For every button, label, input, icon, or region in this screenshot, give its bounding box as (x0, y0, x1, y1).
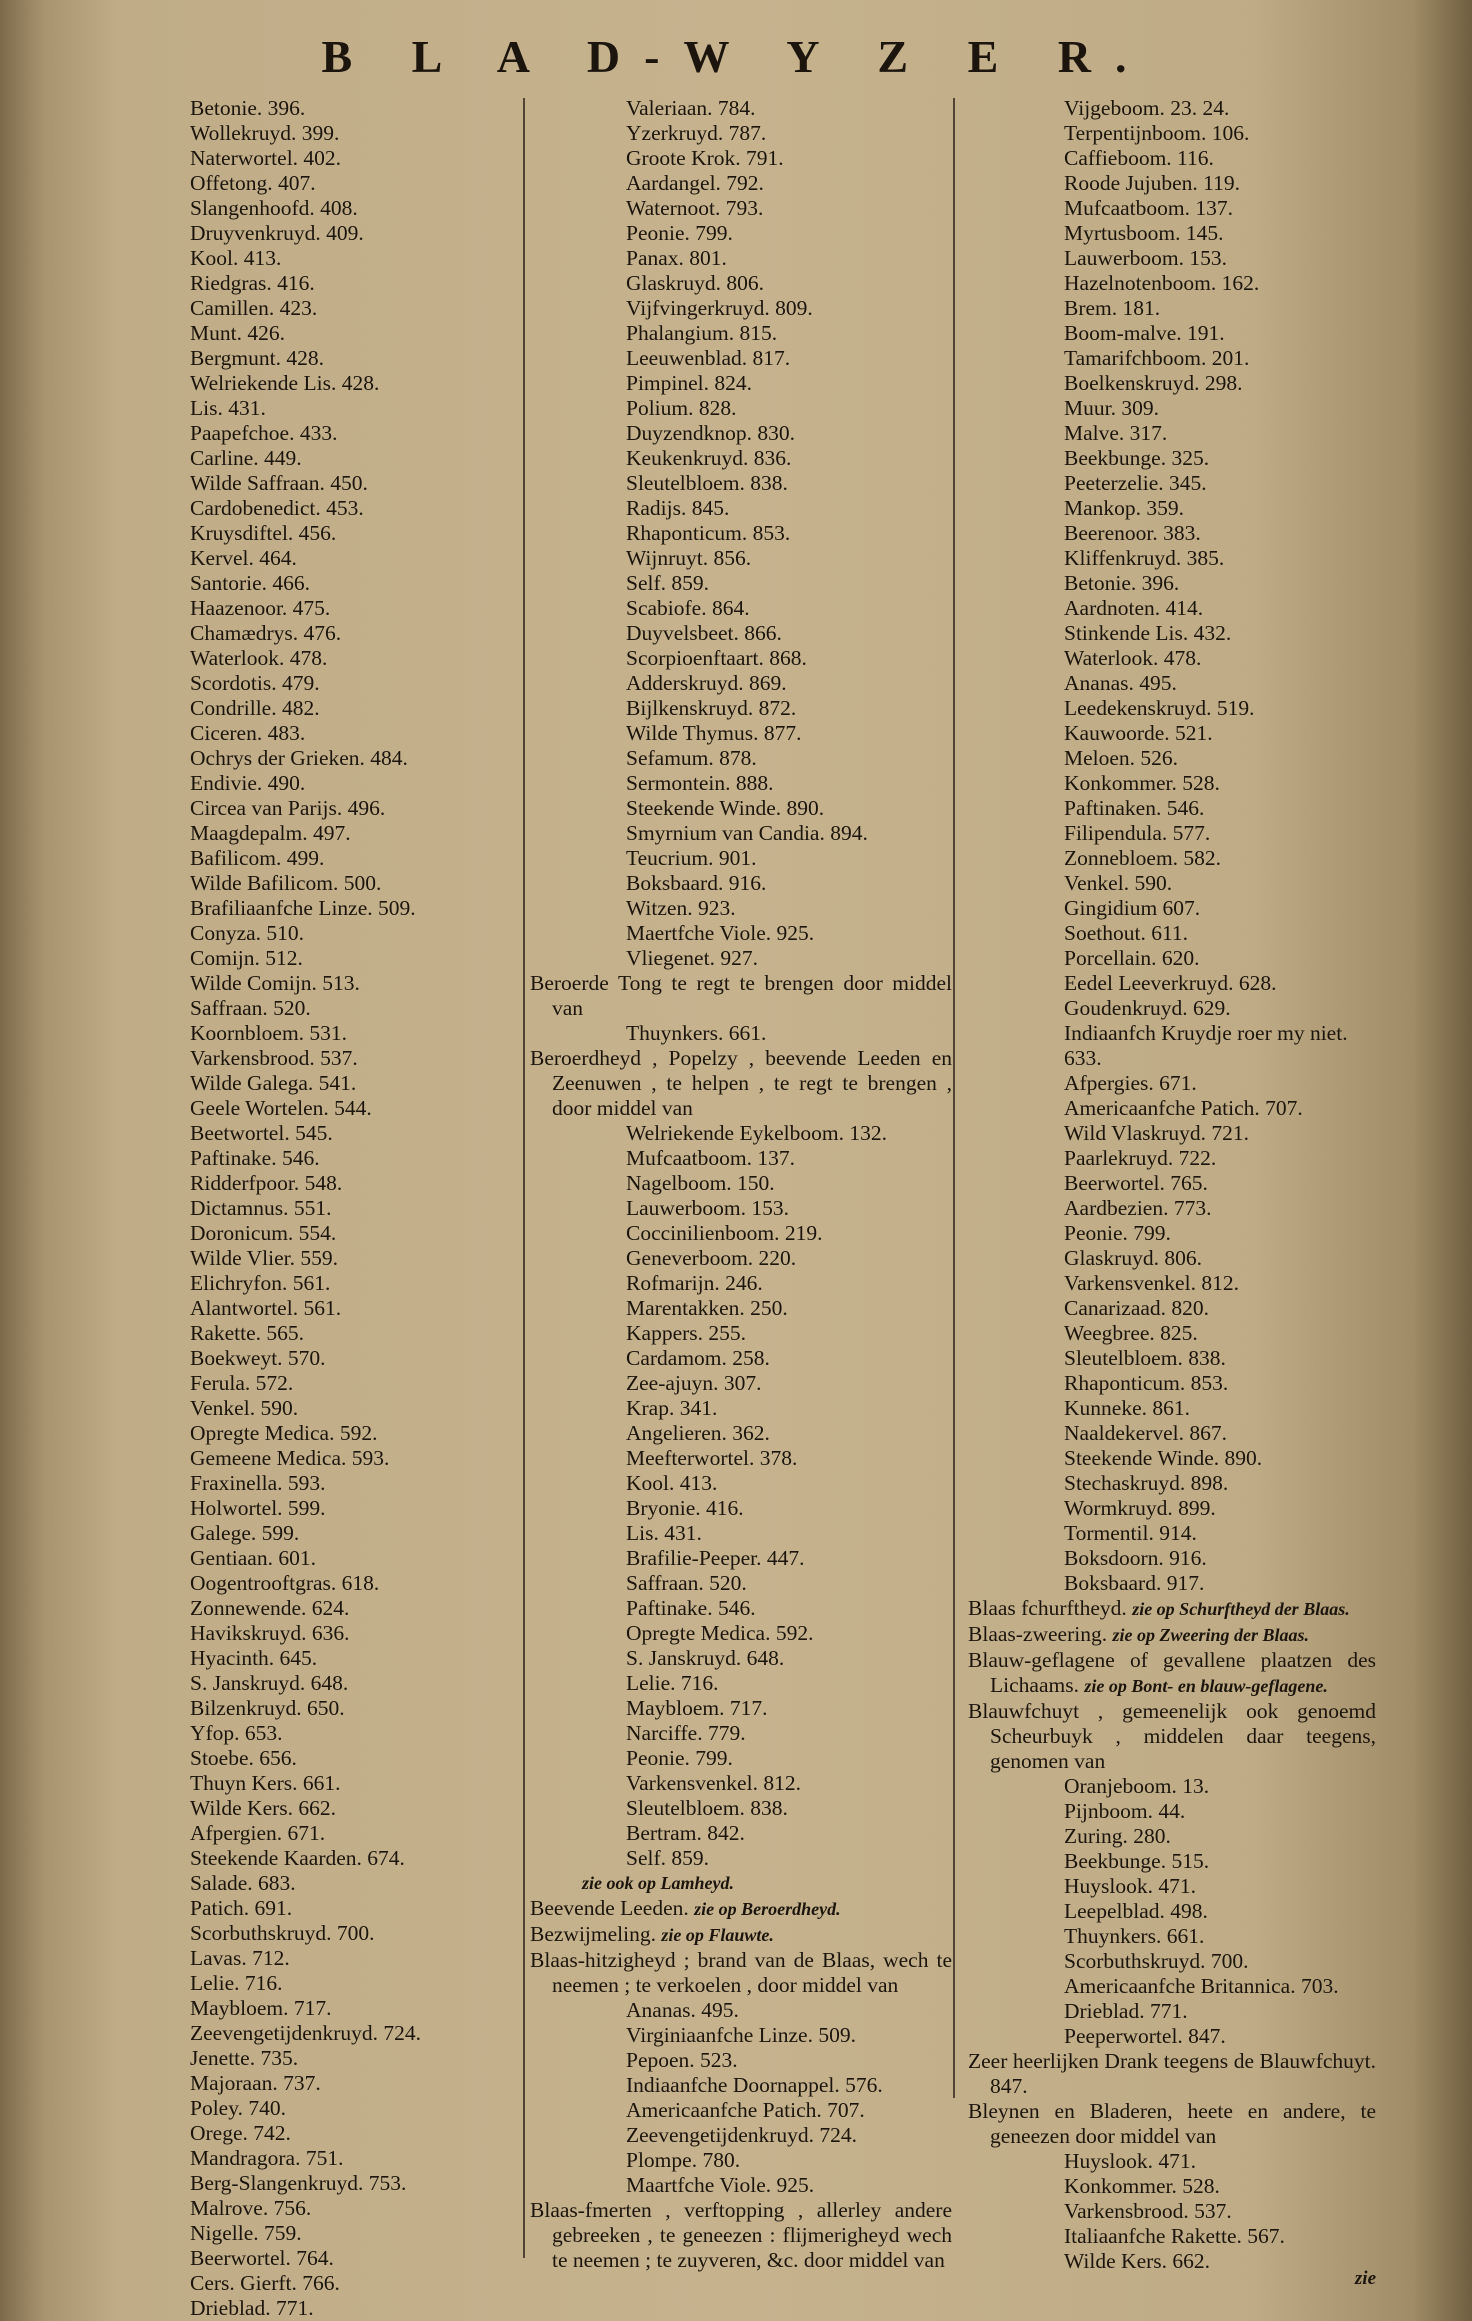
index-subentry: Vijgeboom. 23. 24. (1064, 96, 1230, 120)
index-subentry: Wilde Kers. 662. (1064, 2249, 1211, 2273)
index-subentry: Canarizaad. 820. (1064, 1296, 1210, 1320)
index-subentry: Lis. 431. (626, 1521, 702, 1545)
index-entry: Kervel. 464. (190, 546, 297, 570)
index-entry: Zeevengetijdenkruyd. 724. (190, 2021, 422, 2045)
index-subentry: Rhaponticum. 853. (626, 521, 791, 545)
index-subentry: Mufcaatboom. 137. (1064, 196, 1233, 220)
index-entry: Havikskruyd. 636. (190, 1621, 350, 1645)
index-entry: Waterlook. 478. (190, 646, 328, 670)
index-subentry: Kliffenkruyd. 385. (1064, 546, 1225, 570)
index-entry: Comijn. 512. (190, 946, 303, 970)
index-subentry: Sermontein. 888. (626, 771, 774, 795)
index-subentry: Thuynkers. 661. (626, 1021, 767, 1045)
index-entry: Offetong. 407. (190, 171, 316, 195)
index-subentry: Boksbaard. 917. (1064, 1571, 1205, 1595)
index-subentry: Smyrnium van Candia. 894. (626, 821, 868, 845)
index-entry: Wilde Vlier. 559. (190, 1246, 339, 1270)
index-subentry: Cardamom. 258. (626, 1346, 770, 1370)
index-subentry: Beekbunge. 515. (1064, 1849, 1210, 1873)
index-subentry: Angelieren. 362. (626, 1421, 770, 1445)
index-entry: Munt. 426. (190, 321, 285, 345)
index-subentry: Glaskruyd. 806. (626, 271, 764, 295)
index-entry: Malrove. 756. (190, 2196, 312, 2220)
index-subentry: Eedel Leeverkruyd. 628. (1064, 971, 1277, 995)
catchword: zie (1354, 2268, 1376, 2289)
index-subentry: Lauwerboom. 153. (1064, 246, 1228, 270)
index-entry: Betonie. 396. (190, 96, 306, 120)
index-entry: Lavas. 712. (190, 1946, 290, 1970)
index-entry: Wilde Comijn. 513. (190, 971, 360, 995)
index-heading: Blaas-hitzigheyd ; brand van de Blaas, wech te neemen ; te verkoelen , door middel van (530, 1948, 952, 1997)
index-entry: Patich. 691. (190, 1896, 293, 1920)
index-subentry: Bryonie. 416. (626, 1496, 744, 1520)
index-entry: Scordotis. 479. (190, 671, 320, 695)
index-column-1 (190, 96, 520, 2321)
index-entry: Kruysdiftel. 456. (190, 521, 337, 545)
index-subentry: Meloen. 526. (1064, 746, 1179, 770)
index-entry: Nigelle. 759. (190, 2221, 302, 2245)
page-title: B L A D-W Y Z E R. (321, 31, 1151, 82)
index-entry: Bergmunt. 428. (190, 346, 324, 370)
index-entry: Lelie. 716. (190, 1971, 283, 1995)
index-note: Zeer heerlijken Drank teegens de Blauwfchuyt. 847. (968, 2049, 1376, 2098)
index-entry: Varkensbrood. 537. (190, 1046, 358, 1070)
index-entry: Welriekende Lis. 428. (190, 371, 380, 395)
index-subentry: Rhaponticum. 853. (1064, 1371, 1229, 1395)
index-subentry: Leedekenskruyd. 519. (1064, 696, 1255, 720)
index-subentry: Venkel. 590. (1064, 871, 1173, 895)
index-subentry: Teucrium. 901. (626, 846, 757, 870)
index-subentry: Vliegenet. 927. (626, 946, 758, 970)
index-subentry: Glaskruyd. 806. (1064, 1246, 1202, 1270)
index-entry: Jenette. 735. (190, 2046, 299, 2070)
index-subentry: Polium. 828. (626, 396, 737, 420)
index-entry: Wilde Galega. 541. (190, 1071, 357, 1095)
index-subentry: Americaanfche Patich. 707. (626, 2098, 865, 2122)
index-entry: Elichryfon. 561. (190, 1271, 331, 1295)
index-entry: Wilde Saffraan. 450. (190, 471, 368, 495)
index-subentry: Kauwoorde. 521. (1064, 721, 1213, 745)
column-divider (953, 98, 955, 2098)
index-subentry: Peonie. 799. (626, 1746, 733, 1770)
index-entry: Rakette. 565. (190, 1321, 305, 1345)
index-subentry: Lelie. 716. (626, 1671, 719, 1695)
index-entry: Yfop. 653. (190, 1721, 283, 1745)
index-subentry: Waternoot. 793. (626, 196, 764, 220)
index-subentry: Americaanfche Patich. 707. (1064, 1096, 1303, 1120)
index-subentry: Zeevengetijdenkruyd. 724. (626, 2123, 858, 2147)
index-entry: Ochrys der Grieken. 484. (190, 746, 408, 770)
index-subentry: Kool. 413. (626, 1471, 718, 1495)
index-subentry: Indiaanfch Kruydje roer my niet. (1064, 1021, 1348, 1045)
index-subentry: Meefterwortel. 378. (626, 1446, 798, 1470)
index-entry: Brafiliaanfche Linze. 509. (190, 896, 416, 920)
index-entry: Oogentrooftgras. 618. (190, 1571, 380, 1595)
index-subentry: Betonie. 396. (1064, 571, 1180, 595)
index-subentry: Filipendula. 577. (1064, 821, 1211, 845)
index-subentry: Konkommer. 528. (1064, 771, 1220, 795)
index-subentry: Sleutelbloem. 838. (1064, 1346, 1226, 1370)
index-heading (530, 1896, 952, 1922)
index-subentry: Stinkende Lis. 432. (1064, 621, 1232, 645)
index-subentry: Rofmarijn. 246. (626, 1271, 763, 1295)
index-subentry: Narciffe. 779. (626, 1721, 746, 1745)
index-subentry: Duyvelsbeet. 866. (626, 621, 782, 645)
index-subentry: Welriekende Eykelboom. 132. (626, 1121, 887, 1145)
index-subentry: Krap. 341. (626, 1396, 718, 1420)
index-subentry: Sleutelbloem. 838. (626, 1796, 788, 1820)
index-entry: Maybloem. 717. (190, 1996, 332, 2020)
index-entry: Kool. 413. (190, 246, 282, 270)
index-subentry: Vijfvingerkruyd. 809. (626, 296, 813, 320)
index-heading (968, 1596, 1376, 1622)
index-subentry: Opregte Medica. 592. (626, 1621, 814, 1645)
index-subentry: Varkensvenkel. 812. (1064, 1271, 1239, 1295)
index-entry: Endivie. 490. (190, 771, 306, 795)
index-subentry: Brem. 181. (1064, 296, 1161, 320)
index-entry: Majoraan. 737. (190, 2071, 321, 2095)
index-subentry: Stechaskruyd. 898. (1064, 1471, 1229, 1495)
index-subentry: Zee-ajuyn. 307. (626, 1371, 762, 1395)
index-entry: Gentiaan. 601. (190, 1546, 316, 1570)
index-entry: Cers. Gierft. 766. (190, 2271, 340, 2295)
cross-reference: zie ook op Lamheyd. (582, 1873, 734, 1893)
index-entry: Paapefchoe. 433. (190, 421, 338, 445)
index-subentry: Sefamum. 878. (626, 746, 757, 770)
index-subentry: Peeterzelie. 345. (1064, 471, 1207, 495)
index-subentry: Oranjeboom. 13. (1064, 1774, 1210, 1798)
index-subentry: Mankop. 359. (1064, 496, 1185, 520)
index-heading: Blaas-fmerten , verftopping , allerley andere gebreeken , te geneezen : flijmerigheyd wech te neemen ; te zuyveren, &c. door middel van (530, 2198, 952, 2272)
index-subentry: Witzen. 923. (626, 896, 736, 920)
index-entry: Beetwortel. 545. (190, 1121, 333, 1145)
index-entry: Zonnewende. 624. (190, 1596, 350, 1620)
index-subentry: Hazelnotenboom. 162. (1064, 271, 1260, 295)
index-subentry: Caffieboom. 116. (1064, 146, 1214, 170)
index-entry: Orege. 742. (190, 2121, 291, 2145)
index-entry: Conyza. 510. (190, 921, 305, 945)
index-entry: Doronicum. 554. (190, 1221, 337, 1245)
index-subentry: Maybloem. 717. (626, 1696, 768, 1720)
index-subentry: Pimpinel. 824. (626, 371, 753, 395)
index-entry: Santorie. 466. (190, 571, 311, 595)
index-subentry: Scabiofe. 864. (626, 596, 750, 620)
index-subentry: Peeperwortel. 847. (1064, 2024, 1226, 2048)
index-subentry: Zuring. 280. (1064, 1824, 1171, 1848)
index-subentry: Kappers. 255. (626, 1321, 747, 1345)
index-subentry: Radijs. 845. (626, 496, 730, 520)
index-entry: Stoebe. 656. (190, 1746, 297, 1770)
index-subentry: Muur. 309. (1064, 396, 1159, 420)
index-entry: Fraxinella. 593. (190, 1471, 326, 1495)
index-entry: Gemeene Medica. 593. (190, 1446, 390, 1470)
index-subentry: Kunneke. 861. (1064, 1396, 1190, 1420)
index-subentry: Naaldekervel. 867. (1064, 1421, 1227, 1445)
index-subentry: Boksbaard. 916. (626, 871, 767, 895)
index-subentry: Bijlkenskruyd. 872. (626, 696, 797, 720)
index-subentry: Virginiaanfche Linze. 509. (626, 2023, 856, 2047)
index-subentry: Coccinilienboom. 219. (626, 1221, 823, 1245)
index-subentry: Huyslook. 471. (1064, 1874, 1196, 1898)
index-subentry: Tormentil. 914. (1064, 1521, 1197, 1545)
index-subentry: Maartfche Viole. 925. (626, 2173, 815, 2197)
heading-text: Blaas fchurftheyd. (968, 1596, 1127, 1620)
index-subentry: Myrtusboom. 145. (1064, 221, 1224, 245)
index-entry: Ciceren. 483. (190, 721, 306, 745)
index-subentry: Wild Vlaskruyd. 721. (1064, 1121, 1250, 1145)
index-subentry: Beerwortel. 765. (1064, 1171, 1208, 1195)
index-subentry: Sleutelbloem. 838. (626, 471, 788, 495)
index-entry: Saffraan. 520. (190, 996, 311, 1020)
index-subentry: Ananas. 495. (626, 1998, 739, 2022)
index-entry: Camillen. 423. (190, 296, 318, 320)
index-entry: Boekweyt. 570. (190, 1346, 326, 1370)
cross-reference: zie op Flauwte. (661, 1925, 774, 1945)
index-subentry: Malve. 317. (1064, 421, 1168, 445)
index-column-2 (530, 96, 952, 2273)
index-entry: Circea van Parijs. 496. (190, 796, 386, 820)
index-heading (530, 1922, 952, 1948)
index-subentry: Plompe. 780. (626, 2148, 741, 2172)
index-subentry: Bertram. 842. (626, 1821, 745, 1845)
index-subentry: Scorbuthskruyd. 700. (1064, 1949, 1249, 1973)
index-subentry: Soethout. 611. (1064, 921, 1189, 945)
index-entry: Haazenoor. 475. (190, 596, 331, 620)
index-subentry: Paftinake. 546. (626, 1596, 756, 1620)
index-subentry: Peonie. 799. (1064, 1221, 1171, 1245)
index-entry: Wilde Bafilicom. 500. (190, 871, 382, 895)
index-entry: Ferula. 572. (190, 1371, 294, 1395)
index-subentry: Boksdoorn. 916. (1064, 1546, 1207, 1570)
index-entry: Maagdepalm. 497. (190, 821, 351, 845)
index-subentry: Ananas. 495. (1064, 671, 1177, 695)
index-subentry: Aardangel. 792. (626, 171, 764, 195)
heading-text: Blaas-zweering. (968, 1622, 1108, 1646)
index-subentry: Lauwerboom. 153. (626, 1196, 790, 1220)
index-subentry: Groote Krok. 791. (626, 146, 784, 170)
index-subentry: Zonnebloem. 582. (1064, 846, 1222, 870)
index-entry: Galege. 599. (190, 1521, 300, 1545)
index-subentry: Valeriaan. 784. (626, 96, 756, 120)
index-subentry: Maertfche Viole. 925. (626, 921, 815, 945)
index-heading (968, 1648, 1376, 1699)
index-subentry: Steekende Winde. 890. (626, 796, 825, 820)
index-entry: Venkel. 590. (190, 1396, 299, 1420)
index-entry: Afpergien. 671. (190, 1821, 326, 1845)
index-entry: Scorbuthskruyd. 700. (190, 1921, 375, 1945)
index-entry: Naterwortel. 402. (190, 146, 342, 170)
index-subentry: Indiaanfche Doornappel. 576. (626, 2073, 883, 2097)
index-subentry: Mufcaatboom. 137. (626, 1146, 795, 1170)
index-subentry: Boom-malve. 191. (1064, 321, 1225, 345)
index-subentry: Geneverboom. 220. (626, 1246, 797, 1270)
index-subentry: Nagelboom. 150. (626, 1171, 775, 1195)
index-entry: Beerwortel. 764. (190, 2246, 334, 2270)
index-subentry: Yzerkruyd. 787. (626, 121, 767, 145)
index-entry: Opregte Medica. 592. (190, 1421, 378, 1445)
index-entry: Geele Wortelen. 544. (190, 1096, 372, 1120)
index-entry: Dictamnus. 551. (190, 1196, 332, 1220)
index-subentry: Varkensvenkel. 812. (626, 1771, 801, 1795)
index-subentry: Marentakken. 250. (626, 1296, 788, 1320)
index-subentry: Wijnruyt. 856. (626, 546, 752, 570)
index-entry: Drieblad. 771. (190, 2296, 314, 2320)
index-heading: Bleynen en Bladeren, heete en andere, te geneezen door middel van (968, 2099, 1376, 2148)
index-entry: S. Janskruyd. 648. (190, 1671, 349, 1695)
index-entry: Poley. 740. (190, 2096, 286, 2120)
index-subentry: Brafilie-Peeper. 447. (626, 1546, 805, 1570)
index-heading: Beroerdheyd , Popelzy , beevende Leeden en Zeenuwen , te helpen , te regt te brengen , door middel van (530, 1046, 952, 1120)
index-entry: Condrille. 482. (190, 696, 320, 720)
index-entry: Lis. 431. (190, 396, 266, 420)
index-column-3 (968, 96, 1376, 2274)
index-subentry: Keukenkruyd. 836. (626, 446, 792, 470)
index-subentry: Varkensbrood. 537. (1064, 2199, 1232, 2223)
index-subentry: Wilde Thymus. 877. (626, 721, 802, 745)
index-heading: Blauwfchuyt , gemeenelijk ook genoemd Scheurbuyk , middelen daar teegens, genomen van (968, 1699, 1376, 1773)
index-entry: Chamædrys. 476. (190, 621, 342, 645)
index-entry: Carline. 449. (190, 446, 302, 470)
index-entry: Riedgras. 416. (190, 271, 315, 295)
index-subentry: Italiaanfche Rakette. 567. (1064, 2224, 1285, 2248)
index-entry: Koornbloem. 531. (190, 1021, 348, 1045)
index-entry: Bilzenkruyd. 650. (190, 1696, 345, 1720)
index-subentry: Steekende Winde. 890. (1064, 1446, 1263, 1470)
index-subentry: 633. (1064, 1046, 1102, 1070)
index-subentry: Leepelblad. 498. (1064, 1899, 1208, 1923)
index-subentry: Duyzendknop. 830. (626, 421, 795, 445)
index-entry: Alantwortel. 561. (190, 1296, 342, 1320)
index-entry: Holwortel. 599. (190, 1496, 326, 1520)
index-subentry: Saffraan. 520. (626, 1571, 747, 1595)
index-subentry: Weegbree. 825. (1064, 1321, 1198, 1345)
index-subentry: Gingidium 607. (1064, 896, 1201, 920)
index-subentry: Self. 859. (626, 571, 710, 595)
index-subentry: Goudenkruyd. 629. (1064, 996, 1231, 1020)
index-subentry: Huyslook. 471. (1064, 2149, 1196, 2173)
column-divider (523, 98, 525, 2258)
heading-text: Beevende Leeden. (530, 1896, 689, 1920)
index-subentry: Terpentijnboom. 106. (1064, 121, 1250, 145)
index-subentry: Pepoen. 523. (626, 2048, 738, 2072)
cross-reference: zie op Zweering der Blaas. (1112, 1625, 1309, 1645)
heading-text: Blauw-geflagene of gevallene plaatzen des Lichaams. (968, 1648, 1376, 1697)
index-entry: Steekende Kaarden. 674. (190, 1846, 405, 1870)
index-subentry: Tamarifchboom. 201. (1064, 346, 1250, 370)
index-entry: Hyacinth. 645. (190, 1646, 318, 1670)
index-subentry: Panax. 801. (626, 246, 727, 270)
index-heading: Beroerde Tong te regt te brengen door middel van (530, 971, 952, 1020)
index-entry: Thuyn Kers. 661. (190, 1771, 341, 1795)
index-entry: Slangenhoofd. 408. (190, 196, 358, 220)
index-entry: Wollekruyd. 399. (190, 121, 340, 145)
index-subentry: Roode Jujuben. 119. (1064, 171, 1240, 195)
index-subentry: Aardbezien. 773. (1064, 1196, 1212, 1220)
index-subentry: Adderskruyd. 869. (626, 671, 787, 695)
index-subentry: S. Janskruyd. 648. (626, 1646, 785, 1670)
index-subentry: Pijnboom. 44. (1064, 1799, 1186, 1823)
index-subentry: Aardnoten. 414. (1064, 596, 1204, 620)
index-subentry: Paarlekruyd. 722. (1064, 1146, 1217, 1170)
index-subentry: Afpergies. 671. (1064, 1071, 1197, 1095)
cross-reference: zie op Bont- en blauw-geflagene. (1084, 1676, 1328, 1696)
index-entry: Wilde Kers. 662. (190, 1796, 337, 1820)
index-subentry: Thuynkers. 661. (1064, 1924, 1205, 1948)
index-subentry: Leeuwenblad. 817. (626, 346, 791, 370)
index-subentry: Phalangium. 815. (626, 321, 778, 345)
heading-text: Bezwijmeling. (530, 1922, 656, 1946)
index-subentry: Self. 859. (626, 1846, 710, 1870)
index-subentry: Waterlook. 478. (1064, 646, 1202, 670)
index-entry: Ridderfpoor. 548. (190, 1171, 343, 1195)
index-entry: Bafilicom. 499. (190, 846, 325, 870)
index-entry: Paftinake. 546. (190, 1146, 320, 1170)
index-entry: Berg-Slangenkruyd. 753. (190, 2171, 407, 2195)
index-subentry: Paftinaken. 546. (1064, 796, 1205, 820)
index-entry: Cardobenedict. 453. (190, 496, 364, 520)
index-subentry: Peonie. 799. (626, 221, 733, 245)
index-entry: Mandragora. 751. (190, 2146, 344, 2170)
index-heading (968, 1622, 1376, 1648)
index-entry: Druyvenkruyd. 409. (190, 221, 364, 245)
cross-reference: zie op Beroerdheyd. (694, 1899, 841, 1919)
index-entry: Salade. 683. (190, 1871, 296, 1895)
index-subentry: Americaanfche Britannica. 703. (1064, 1974, 1339, 1998)
cross-reference: zie op Schurftheyd der Blaas. (1132, 1599, 1350, 1619)
index-subentry: Scorpioenftaart. 868. (626, 646, 807, 670)
index-subentry: Beerenoor. 383. (1064, 521, 1201, 545)
index-subentry: Boelkenskruyd. 298. (1064, 371, 1243, 395)
index-subentry: Porcellain. 620. (1064, 946, 1200, 970)
index-subentry: Drieblad. 771. (1064, 1999, 1188, 2023)
index-subentry: Konkommer. 528. (1064, 2174, 1220, 2198)
index-subentry: Wormkruyd. 899. (1064, 1496, 1216, 1520)
index-subentry: Beekbunge. 325. (1064, 446, 1210, 470)
